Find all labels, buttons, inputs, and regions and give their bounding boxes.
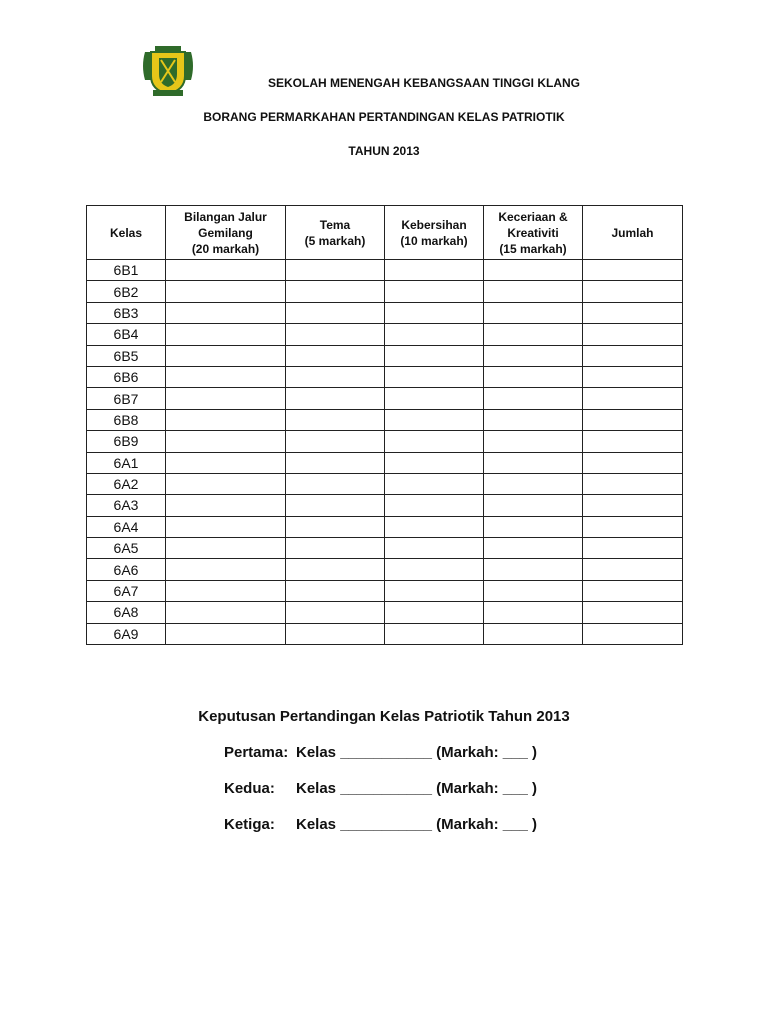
- score-cell[interactable]: [286, 538, 385, 559]
- score-cell[interactable]: [484, 538, 583, 559]
- score-cell[interactable]: [385, 452, 484, 473]
- score-cell[interactable]: [166, 345, 286, 366]
- class-name-cell: 6B3: [87, 302, 166, 323]
- score-cell[interactable]: [484, 516, 583, 537]
- class-name-cell: 6B7: [87, 388, 166, 409]
- table-row: [87, 623, 683, 644]
- score-cell[interactable]: [583, 431, 683, 452]
- column-header: [166, 206, 286, 260]
- class-name-cell: 6A3: [87, 495, 166, 516]
- score-cell[interactable]: [583, 409, 683, 430]
- score-cell[interactable]: [583, 473, 683, 494]
- table-row: [87, 516, 683, 537]
- score-cell[interactable]: [286, 623, 385, 644]
- class-name-cell: 6A8: [87, 602, 166, 623]
- score-cell[interactable]: [484, 302, 583, 323]
- decision-label: Pertama:: [224, 744, 289, 761]
- score-cell[interactable]: [484, 366, 583, 387]
- score-cell[interactable]: [583, 452, 683, 473]
- score-cell[interactable]: [484, 324, 583, 345]
- table-row: [87, 559, 683, 580]
- score-cell[interactable]: [286, 473, 385, 494]
- score-cell[interactable]: [385, 559, 484, 580]
- school-crest-logo: [141, 46, 195, 98]
- column-header-line: Gemilang: [198, 225, 253, 240]
- score-cell[interactable]: [583, 345, 683, 366]
- decision-text: Kelas ___________ (Markah: ___ ): [296, 816, 537, 833]
- score-cell[interactable]: [484, 495, 583, 516]
- column-header-line: Tema: [319, 217, 351, 232]
- score-cell[interactable]: [166, 559, 286, 580]
- score-cell[interactable]: [484, 559, 583, 580]
- table-row: [87, 388, 683, 409]
- column-header: [385, 206, 484, 260]
- school-name: SEKOLAH MENENGAH KEBANGSAAN TINGGI KLANG: [267, 76, 580, 90]
- table-row: [87, 345, 683, 366]
- table-row: [87, 366, 683, 387]
- table-row: [87, 302, 683, 323]
- decision-row: [224, 816, 768, 833]
- table-row: [87, 473, 683, 494]
- score-cell[interactable]: [286, 409, 385, 430]
- class-name-cell: 6A4: [87, 516, 166, 537]
- score-cell[interactable]: [484, 452, 583, 473]
- class-name-cell: 6B9: [87, 431, 166, 452]
- class-name-cell: 6B5: [87, 345, 166, 366]
- score-cell[interactable]: [385, 473, 484, 494]
- score-cell[interactable]: [166, 324, 286, 345]
- class-name-cell: 6B8: [87, 409, 166, 430]
- score-cell[interactable]: [583, 388, 683, 409]
- score-cell[interactable]: [166, 452, 286, 473]
- header-row: [87, 206, 683, 260]
- score-cell[interactable]: [166, 366, 286, 387]
- score-cell[interactable]: [286, 580, 385, 601]
- score-cell[interactable]: [286, 366, 385, 387]
- score-cell[interactable]: [583, 516, 683, 537]
- score-cell[interactable]: [484, 623, 583, 644]
- score-cell[interactable]: [484, 388, 583, 409]
- class-name-cell: 6B6: [87, 366, 166, 387]
- score-cell[interactable]: [166, 623, 286, 644]
- score-cell[interactable]: [385, 345, 484, 366]
- scoring-table-header: [87, 206, 683, 260]
- score-cell[interactable]: [385, 623, 484, 644]
- decision-row: [224, 780, 768, 797]
- form-year: TAHUN 2013: [348, 144, 420, 158]
- score-cell[interactable]: [166, 302, 286, 323]
- table-row: [87, 431, 683, 452]
- score-cell[interactable]: [583, 623, 683, 644]
- score-cell[interactable]: [286, 260, 385, 281]
- column-header-line: (5 markah): [304, 233, 366, 248]
- score-cell[interactable]: [583, 260, 683, 281]
- column-header-line: Kreativiti: [507, 225, 559, 240]
- column-header-line: Kebersihan: [401, 217, 467, 232]
- class-name-cell: 6A2: [87, 473, 166, 494]
- score-cell[interactable]: [484, 345, 583, 366]
- class-name-cell: 6A6: [87, 559, 166, 580]
- score-cell[interactable]: [583, 281, 683, 302]
- score-cell[interactable]: [166, 431, 286, 452]
- score-cell[interactable]: [286, 431, 385, 452]
- score-cell[interactable]: [385, 580, 484, 601]
- scoring-table: [86, 205, 683, 645]
- class-name-cell: 6B4: [87, 324, 166, 345]
- column-header-line: (20 markah): [191, 241, 260, 256]
- decision-text: Kelas ___________ (Markah: ___ ): [296, 780, 537, 797]
- column-header: [583, 206, 683, 260]
- score-cell[interactable]: [583, 559, 683, 580]
- scoring-table-body: [87, 260, 683, 645]
- column-header: [286, 206, 385, 260]
- table-row: [87, 538, 683, 559]
- score-cell[interactable]: [166, 602, 286, 623]
- score-cell[interactable]: [484, 431, 583, 452]
- score-cell[interactable]: [385, 260, 484, 281]
- table-row: [87, 409, 683, 430]
- score-cell[interactable]: [385, 302, 484, 323]
- score-cell[interactable]: [385, 431, 484, 452]
- score-cell[interactable]: [166, 260, 286, 281]
- score-cell[interactable]: [166, 388, 286, 409]
- score-cell[interactable]: [286, 495, 385, 516]
- score-cell[interactable]: [583, 495, 683, 516]
- score-cell[interactable]: [385, 388, 484, 409]
- score-cell[interactable]: [385, 495, 484, 516]
- score-cell[interactable]: [166, 473, 286, 494]
- column-header-line: (10 markah): [400, 233, 468, 248]
- score-cell[interactable]: [286, 559, 385, 580]
- column-header-line: Keceriaan &: [498, 209, 568, 224]
- class-name-cell: 6B1: [87, 260, 166, 281]
- table-row: [87, 281, 683, 302]
- score-cell[interactable]: [385, 324, 484, 345]
- table-row: [87, 452, 683, 473]
- score-cell[interactable]: [286, 345, 385, 366]
- column-header-line: Bilangan Jalur: [184, 209, 267, 224]
- score-cell[interactable]: [484, 281, 583, 302]
- form-title: BORANG PERMARKAHAN PERTANDINGAN KELAS PATRIOTIK: [203, 110, 565, 124]
- score-cell[interactable]: [484, 260, 583, 281]
- score-cell[interactable]: [583, 366, 683, 387]
- class-name-cell: 6A1: [87, 452, 166, 473]
- column-header-line: Jumlah: [611, 225, 654, 240]
- score-cell[interactable]: [484, 409, 583, 430]
- table-row: [87, 495, 683, 516]
- score-cell[interactable]: [286, 281, 385, 302]
- score-cell[interactable]: [484, 580, 583, 601]
- score-cell[interactable]: [166, 409, 286, 430]
- score-cell[interactable]: [583, 302, 683, 323]
- score-cell[interactable]: [583, 324, 683, 345]
- decision-row: [224, 744, 768, 761]
- score-cell[interactable]: [286, 388, 385, 409]
- score-cell[interactable]: [286, 302, 385, 323]
- score-cell[interactable]: [583, 538, 683, 559]
- score-cell[interactable]: [166, 495, 286, 516]
- decision-title: Keputusan Pertandingan Kelas Patriotik Tahun 2013: [198, 708, 570, 725]
- table-row: [87, 602, 683, 623]
- table-row: [87, 260, 683, 281]
- column-header: [484, 206, 583, 260]
- score-cell[interactable]: [385, 602, 484, 623]
- score-cell[interactable]: [286, 324, 385, 345]
- score-cell[interactable]: [484, 473, 583, 494]
- score-cell[interactable]: [385, 409, 484, 430]
- decision-text: Kelas ___________ (Markah: ___ ): [296, 744, 537, 761]
- score-cell[interactable]: [484, 602, 583, 623]
- class-name-cell: 6A5: [87, 538, 166, 559]
- score-cell[interactable]: [166, 281, 286, 302]
- score-cell[interactable]: [385, 366, 484, 387]
- score-cell[interactable]: [385, 281, 484, 302]
- class-name-cell: 6B2: [87, 281, 166, 302]
- table-row: [87, 324, 683, 345]
- score-cell[interactable]: [166, 538, 286, 559]
- column-header-line: (15 markah): [499, 241, 567, 256]
- table-row: [87, 580, 683, 601]
- score-cell[interactable]: [286, 602, 385, 623]
- decision-label: Ketiga:: [224, 816, 275, 833]
- score-cell[interactable]: [583, 580, 683, 601]
- score-cell[interactable]: [583, 602, 683, 623]
- score-cell[interactable]: [385, 538, 484, 559]
- score-cell[interactable]: [166, 516, 286, 537]
- column-header: [87, 206, 166, 260]
- score-cell[interactable]: [385, 516, 484, 537]
- score-cell[interactable]: [166, 580, 286, 601]
- class-name-cell: 6A9: [87, 623, 166, 644]
- score-cell[interactable]: [286, 516, 385, 537]
- decision-label: Kedua:: [224, 780, 275, 797]
- class-name-cell: 6A7: [87, 580, 166, 601]
- column-header-line: Kelas: [109, 225, 143, 240]
- score-cell[interactable]: [286, 452, 385, 473]
